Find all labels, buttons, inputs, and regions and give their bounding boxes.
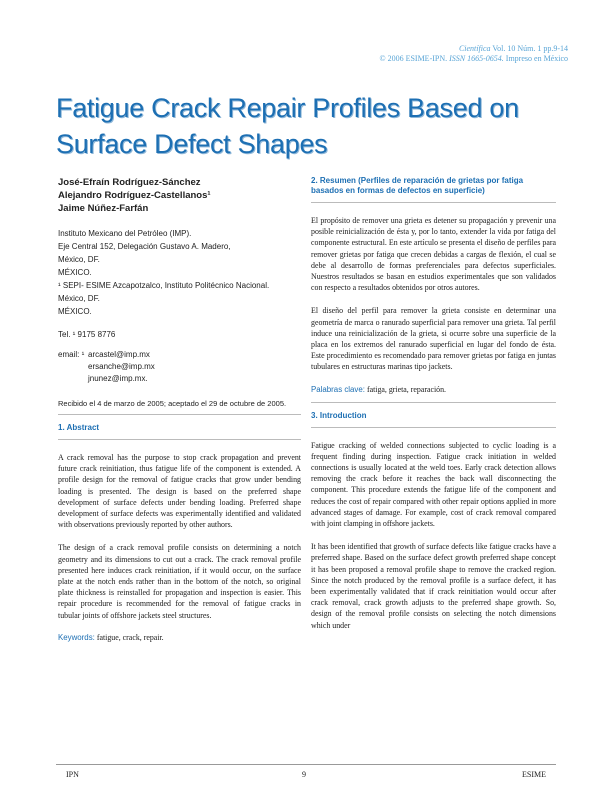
palabras-clave-label: Palabras clave: (311, 384, 365, 394)
palabras-clave-text: fatiga, grieta, reparación. (366, 384, 447, 394)
printed-in: Impreso en México (505, 54, 568, 63)
footer-right: ESIME (522, 770, 546, 779)
affiliation-line: MÉXICO. (58, 268, 92, 277)
email-label: email: ¹ (58, 350, 85, 359)
resumen-paragraph: El diseño del perfil para remover la grieta consiste en determinar una geometría de marca o ranurado superficial para remover una grieta. Tal perfil induce una reinicialización de la grieta, si ocurre sobre una superficie de la placa en los extremos del ranurado superficial en lugar del fondo de ésta. Este procedimiento es recomendado para remover grietas por fatiga en juntas tubulares en estructuras marinas tipo jackets. (311, 306, 556, 372)
page-number: 9 (302, 770, 306, 779)
introduction-paragraph: It has been identified that growth of surface defects like fatigue cracks have a preferred shape. Based on the surface defect growth preferred shape concept it has been proposed a removal profile shape to remove the cracked region. Since the notch produced by the removal profile is a surface defect, it has been experimentally validated that if crack reinitiation would occur after crack removal, crack growth adjusts to the preferred shape growth. So, design of the removal profile consists on selecting the notch dimensions which under (311, 542, 556, 630)
keywords-label: Keywords: (58, 632, 95, 642)
affiliation-line: México, DF. (58, 294, 100, 303)
issn: ISSN 1665-0654. (449, 54, 504, 63)
email-block (58, 349, 301, 385)
email-link[interactable]: ersanche@imp.mx (88, 362, 155, 371)
affiliation-line: MÉXICO. (58, 307, 92, 316)
author: José-Efraín Rodríguez-Sánchez (58, 177, 201, 188)
introduction-heading: 3. Introduction (311, 411, 556, 428)
introduction-paragraph: Fatigue cracking of welded connections subjected to cyclic loading is a frequent finding during inspection. Fatigue crack initiation in welded connections is usually located at the weld toes. Early crack detection allows removing the crack before it reaches the back wall disconnecting the component. This procedure extends the fatigue life of the component and reduces the cost of repair compared with other repair options applied in more advanced stages of damage. For example, cost of crack removal compared with joint clamping in offshore jackets. (311, 440, 556, 529)
copyright: © 2006 ESIME-IPN. (379, 54, 448, 63)
email-link[interactable]: jnunez@imp.mx. (88, 374, 148, 383)
author-list (58, 176, 301, 215)
resumen-paragraph: El propósito de remover una grieta es detener su propagación y prevenir una posible reinicialización de ésta y, por lo tanto, extender la vida por fatiga del componente estructural. En este artículo se presenta el diseño de perfiles para remover grietas por fatiga que crecen debidas a cargas de flexión, el cual se debe al desarrollo de formas preferenciales para defectos superficiales. Nuestros resultados se basan en estudios experimentales que son validados con respecto a resultados obtenidos por otros autores. (311, 216, 556, 293)
affiliation-line: ¹ SEPI- ESIME Azcapotzalco, Instituto Politécnico Nacional. (58, 281, 270, 290)
journal-volume: Vol. 10 Núm. 1 pp.9-14 (492, 44, 568, 53)
abstract-heading: 1. Abstract (58, 423, 301, 440)
right-column (311, 176, 556, 631)
journal-name: Científica (458, 44, 491, 53)
keywords (58, 633, 301, 642)
author: Jaime Núñez-Farfán (58, 203, 149, 214)
abstract-paragraph: The design of a crack removal profile consists on determining a notch geometry and its dimensions to cut out a crack. The crack removal profile presented here induces crack reinitiation, if it would occur, on the surface plate at the notch ends rather than in the bottom of the notch, so original plate thickness is reinstalled for propagation and inspection is easier. This repair procedure is recommended for the removal of fatigue cracks in tubular joints of offshore jackets steel structures. (58, 543, 301, 620)
received-date: Recibido el 4 de marzo de 2005; aceptado el 29 de octubre de 2005. (58, 399, 301, 415)
paper-title (56, 90, 556, 162)
affiliation-line: Instituto Mexicano del Petróleo (IMP). (58, 229, 192, 238)
title-line-2: Surface Defect Shapes (56, 129, 328, 159)
title-line-1: Fatigue Crack Repair Profiles Based on (56, 93, 519, 123)
footer-left: IPN (66, 770, 79, 779)
author: Alejandro Rodríguez-Castellanos¹ (58, 190, 211, 201)
telephone: Tel. ¹ 9175 8776 (58, 330, 116, 339)
left-column (58, 176, 301, 642)
affiliation (58, 227, 301, 318)
abstract-paragraph: A crack removal has the purpose to stop crack propagation and prevent future crack reinitiation, thus fatigue life of the component is extended. A profile design for the removal of fatigue cracks that grow under bending loading is presented. The design is based on the preferred shape development of surface defects under bending loading. Preferred shape development of surface defects was experimentally identified and validated with observations previously reported by other authors. (58, 453, 301, 530)
keywords-text: fatigue, crack, repair. (96, 632, 164, 642)
footer-rule (56, 764, 556, 765)
affiliation-line: México, DF. (58, 255, 100, 264)
email-link[interactable]: arcastel@imp.mx (88, 350, 150, 359)
palabras-clave (311, 385, 556, 403)
journal-header (379, 44, 568, 64)
affiliation-line: Eje Central 152, Delegación Gustavo A. Madero, (58, 242, 231, 251)
resumen-heading: 2. Resumen (Perfiles de reparación de grietas por fatiga basados en formas de defectos en superficie) (311, 176, 556, 203)
